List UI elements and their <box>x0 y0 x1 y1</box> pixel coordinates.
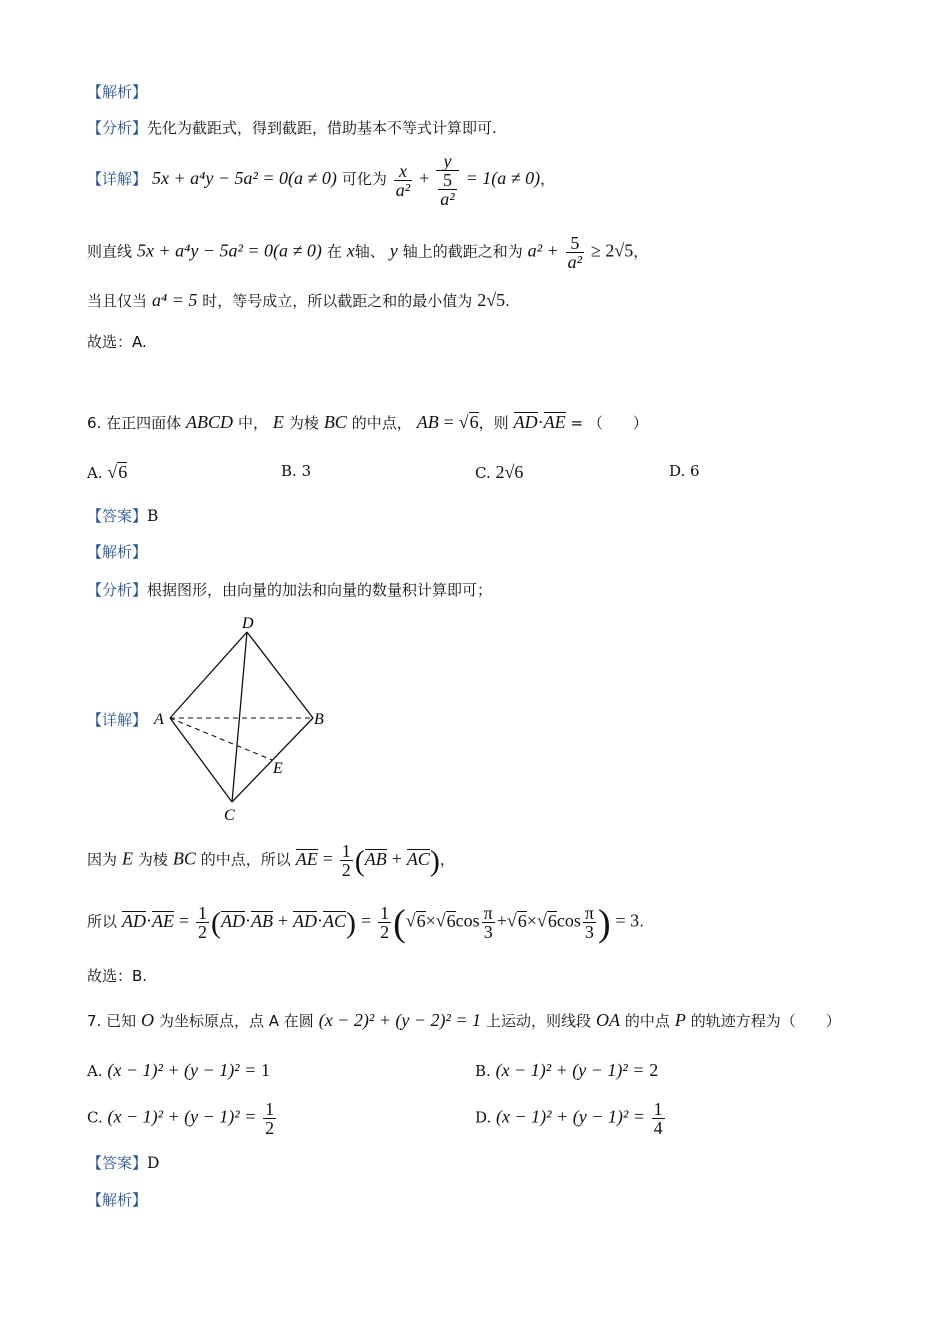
q6-l1-b: 为棱 <box>137 850 168 869</box>
q6-stem-eq: = <box>443 412 454 432</box>
q5-frac-y: y 5 a² <box>436 152 458 208</box>
q6-stem-vec-ad: AD <box>513 412 538 432</box>
q7-option-d-label: D. <box>475 1108 492 1127</box>
q6-option-d-label: D. <box>669 462 686 480</box>
q6-answer-value: B <box>147 507 159 525</box>
q7-option-b <box>475 1060 658 1081</box>
q6-l2-half-2: $\frac{1}{2}$ <box>380 903 390 942</box>
q5-line3-eq: a⁴ = 5 <box>151 290 198 310</box>
q7-option-d-rhs: $\frac{1}{4}$ <box>653 1099 663 1138</box>
q6-stem-b: 中， <box>237 414 268 432</box>
q5-line3 <box>87 290 510 311</box>
q6-l2-vec-ad-3: AD <box>293 910 318 931</box>
q7-option-c <box>87 1100 278 1137</box>
q7-stem-c: 上运动，则线段 <box>486 1012 592 1030</box>
q6-option-c <box>475 462 523 483</box>
q6-l2-vec-ad-2: AD <box>220 910 245 931</box>
q6-option-c-value: 2√6 <box>495 462 524 482</box>
q6-stem-ab: AB <box>416 412 439 432</box>
q5-line2-frac: $\frac{5}{\text{a²}}$ <box>567 233 583 272</box>
q6-stem-e: E <box>272 412 284 432</box>
q6-l1-vec-ae: AE <box>295 848 318 869</box>
q7-stem-a: 7. 已知 <box>87 1012 137 1030</box>
q6-l2-sqrt6-b: 6 <box>446 910 456 931</box>
q6-l1-eq: = <box>322 848 333 869</box>
q6-l1-half: $\frac{1}{2}$ <box>341 841 351 880</box>
q6-detail-line2: 所以 AD·AE = $\frac{1}{2}$ (AD·AB + AD·AC) = $\frac{1}{2}$ (√6×√6cos $\frac{\pi}{3}$ +√6×√6cos $\frac{\pi}{3}$ ) = 3. <box>87 902 644 945</box>
q6-l1-vec-ab: AB <box>364 848 387 869</box>
q5-line2-y: y <box>389 240 398 261</box>
q6-option-a-value: 6 <box>118 462 128 482</box>
q6-stem-a: 6. 在正四面体 <box>87 414 182 432</box>
tetrahedron-figure <box>150 612 340 828</box>
q5-line2-x: x <box>346 240 355 261</box>
q6-l1-plus: + <box>391 848 402 869</box>
q6-stem-bc: BC <box>323 412 347 432</box>
q6-stem-sqrt6: 6 <box>469 412 479 432</box>
q7-answer-value: D <box>147 1154 160 1172</box>
q7-stem-b: 为坐标原点，点 A 在圆 <box>158 1012 314 1030</box>
q6-l1-a: 因为 <box>87 850 118 869</box>
q6-option-b <box>281 462 311 480</box>
q6-stem-c: 为棱 <box>288 414 319 432</box>
q6-fenxi-tag: 【分析】 <box>87 581 148 599</box>
q6-option-b-label: B. <box>281 462 297 480</box>
q7-stem-circle: (x − 2)² + (y − 2)² = 1 <box>318 1010 482 1030</box>
q5-line3-end: . <box>505 292 510 310</box>
q6-answer <box>87 506 158 526</box>
q6-option-a: A. √6 <box>87 462 128 482</box>
q5-guxuan: 故选：A. <box>87 333 147 351</box>
q6-l1-e: E <box>121 848 133 869</box>
q6-l2-sqrt6-d: 6 <box>547 910 557 931</box>
q7-option-c-rhs: $\frac{1}{2}$ <box>265 1099 275 1138</box>
q7-answer <box>87 1153 159 1173</box>
q7-option-d-lhs: (x − 1)² + (y − 1)² = <box>496 1106 645 1127</box>
q6-l2-vec-ab: AB <box>250 910 273 931</box>
q6-stem-abcd: ABCD <box>186 412 234 432</box>
q6-analysis-heading: 【解析】 <box>87 543 148 561</box>
q7-option-b-lhs: (x − 1)² + (y − 1)² = <box>495 1060 645 1080</box>
q7-option-a-lhs: (x − 1)² + (y − 1)² = <box>107 1060 257 1080</box>
q6-l2-vec-ae: AE <box>151 910 174 931</box>
q6-l2-result: = 3 <box>615 910 640 931</box>
q6-stem-vec-ae: AE <box>543 412 566 432</box>
q5-line3-val: 2√5 <box>477 290 506 310</box>
q7-stem-p: P <box>674 1010 686 1030</box>
q6-option-d-value: 6 <box>690 462 700 480</box>
label-e: E <box>273 760 283 777</box>
q6-l2-pi-over-3-a: $\frac{\pi}{3}$ <box>483 903 493 942</box>
q5-xiangjie-mid: 可化为 <box>341 170 387 188</box>
q6-l1-end: ， <box>439 850 455 869</box>
q6-option-b-value: 3 <box>301 462 312 480</box>
label-b: B <box>314 711 324 728</box>
q7-answer-tag: 【答案】 <box>87 1154 148 1172</box>
q7-stem <box>87 1010 841 1031</box>
q6-fenxi <box>87 580 492 600</box>
q6-fenxi-text: 根据图形，由向量的加法和向量的数量积计算即可； <box>147 581 493 599</box>
label-a: A <box>154 711 164 728</box>
q7-option-b-label: B. <box>475 1062 491 1080</box>
q7-option-a-label: A. <box>87 1062 103 1080</box>
q7-stem-oa: OA <box>595 1010 620 1030</box>
q6-l1-c: 的中点，所以 <box>200 850 291 869</box>
q5-line2-c: 轴、 <box>354 242 385 261</box>
q5-line-equation: 5x + a⁴y − 5a² = 0(a ≠ 0) <box>151 168 337 188</box>
q6-answer-tag: 【答案】 <box>87 507 148 525</box>
q5-line2-end: ， <box>633 242 649 261</box>
q5-line2-eq: 5x + a⁴y − 5a² = 0(a ≠ 0) <box>136 240 322 261</box>
q7-option-c-label: C. <box>87 1108 103 1127</box>
q5-line3-b: 时，等号成立，所以截距之和的最小值为 <box>202 292 473 310</box>
q6-l2-half-1: $\frac{1}{2}$ <box>197 903 207 942</box>
q6-stem-end: = （ ） <box>570 414 648 432</box>
q5-fenxi-tag: 【分析】 <box>87 119 148 137</box>
q5-frac-x: $\frac{x}{\text{a²}}$ <box>395 160 411 200</box>
edge-dc <box>232 632 247 802</box>
q7-option-d <box>475 1100 667 1137</box>
q6-l2-pi-over-3-b: $\frac{\pi}{3}$ <box>584 903 594 942</box>
q6-stem: 6. 在正四面体 ABCD 中， E 为棱 BC 的中点， AB = √6，则 AD·AE = （ ） <box>87 412 648 432</box>
q6-detail-line1: 因为 E 为棱 BC 的中点，所以 AE = $\frac{1}{2}$ (AB + AC)， <box>87 841 455 880</box>
q5-line2-b: 在 <box>326 242 342 261</box>
q6-stem-then: ，则 <box>478 414 509 432</box>
q7-stem-e: 的轨迹方程为（ ） <box>690 1012 841 1030</box>
q6-stem-d: 的中点， <box>351 414 412 432</box>
q6-option-c-label: C. <box>475 464 491 482</box>
edge-ac <box>170 718 232 802</box>
q5-fenxi <box>87 118 497 138</box>
q5-analysis-heading: 【解析】 <box>87 83 148 101</box>
q5-xiangjie-tag: 【详解】 <box>87 170 148 188</box>
q6-l2-end: . <box>639 912 644 931</box>
q5-fenxi-text: 先化为截距式，得到截距，借助基本不等式计算即可. <box>147 119 497 137</box>
q7-stem-o: O <box>141 1010 155 1030</box>
q6-stem-dot: · <box>537 412 544 432</box>
q7-stem-d: 的中点 <box>624 1012 670 1030</box>
q6-l2-a: 所以 <box>87 912 118 931</box>
q5-line2-ge: ≥ 2√5 <box>590 240 634 261</box>
q7-analysis-heading: 【解析】 <box>87 1191 148 1209</box>
q5-comma: ， <box>540 170 556 188</box>
label-c: C <box>224 807 235 824</box>
edge-db <box>247 632 313 718</box>
q6-l1-bc: BC <box>172 848 196 869</box>
q7-option-a <box>87 1060 270 1081</box>
q6-option-d <box>669 462 700 480</box>
q6-l1-vec-ac: AC <box>406 848 430 869</box>
q5-line2 <box>87 234 648 271</box>
q6-xiangjie-tag: 【详解】 <box>87 711 148 729</box>
edge-da <box>170 632 247 718</box>
q6-l2-vec-ac: AC <box>323 910 347 931</box>
label-d: D <box>242 615 254 632</box>
q6-l2-sqrt6-c: 6 <box>517 910 527 931</box>
q7-option-a-rhs: 1 <box>261 1060 271 1080</box>
q5-line2-a: 则直线 <box>87 242 133 261</box>
q5-line2-d: 轴上的截距之和为 <box>402 242 523 261</box>
q5-line3-a: 当且仅当 <box>87 292 148 310</box>
q6-l2-vec-ad: AD <box>121 910 146 931</box>
q5-line2-a2: a² + <box>527 240 559 261</box>
q5-plus: + <box>419 168 430 188</box>
q7-option-c-lhs: (x − 1)² + (y − 1)² = <box>107 1106 257 1127</box>
q7-option-b-rhs: 2 <box>649 1060 659 1080</box>
q5-eq-right: = 1(a ≠ 0) <box>465 168 541 188</box>
q6-l2-sqrt6-a: 6 <box>416 910 426 931</box>
q6-guxuan: 故选：B. <box>87 967 148 985</box>
q6-option-a-label: A. <box>87 464 103 482</box>
q5-xiangjie <box>87 152 555 208</box>
